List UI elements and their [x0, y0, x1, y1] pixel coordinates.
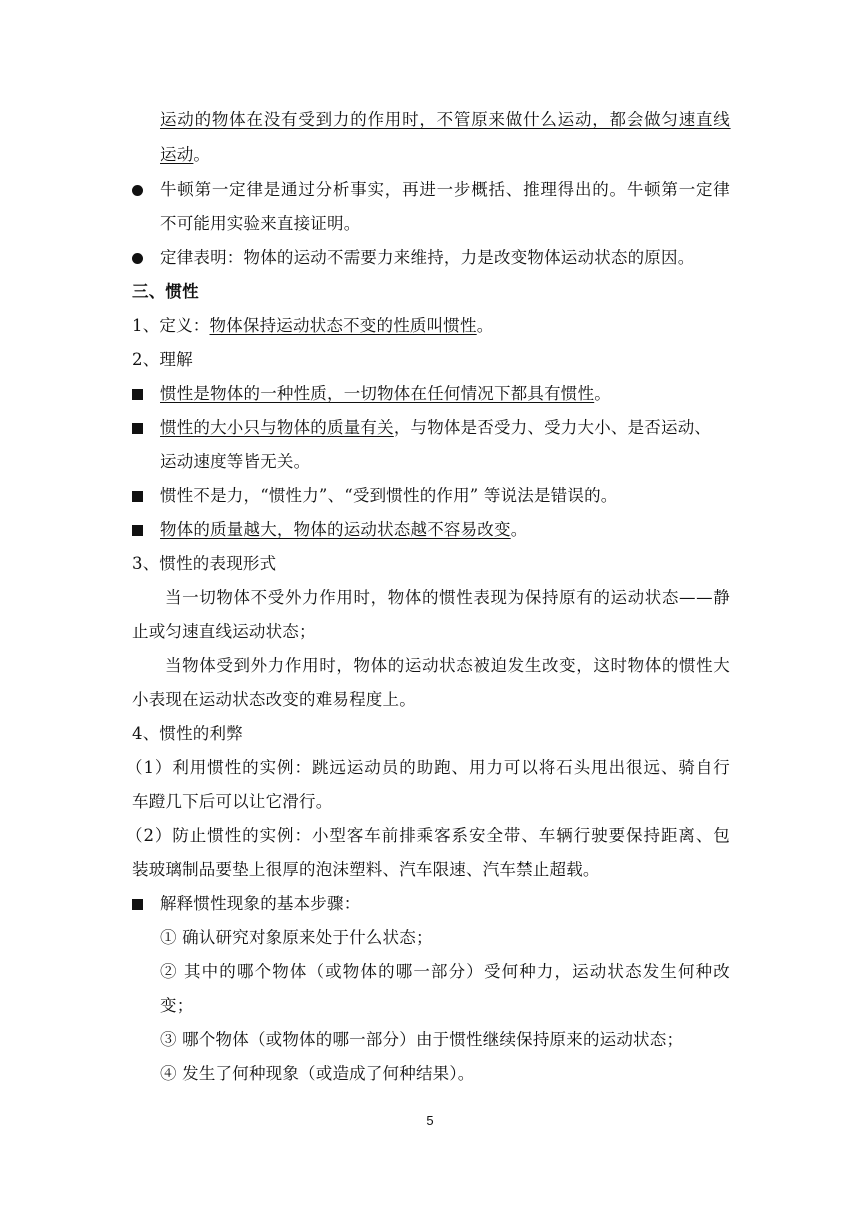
bullet-square-icon: [132, 423, 143, 434]
understanding-item-4-period: 。: [510, 520, 528, 539]
manifestation-para-2-line-2: 小表现在运动状态改变的难易程度上。: [132, 690, 416, 709]
subheading-pros-cons: 4、惯性的利弊: [132, 724, 243, 743]
understanding-item-1-underlined: 惯性是物体的一种性质，一切物体在任何情况下都具有惯性: [160, 384, 595, 403]
step-1: ① 确认研究对象原来处于什么状态；: [160, 928, 433, 947]
explanation-steps-heading: 解释惯性现象的基本步骤：: [160, 894, 361, 913]
bullet-newton-derivation-line-2: 不可能用实验来直接证明。: [160, 214, 361, 233]
use-inertia-example-line-2: 车蹬几下后可以让它滑行。: [132, 792, 333, 811]
bullet-square-icon: [132, 389, 143, 400]
definition-prefix: 1、定义：: [132, 316, 210, 335]
understanding-item-1: [160, 383, 611, 405]
understanding-item-2-underlined: 惯性的大小只与物体的质量有关: [160, 418, 394, 437]
bullet-law-meaning: 定律表明：物体的运动不需要力来维持，力是改变物体运动状态的原因。: [160, 248, 695, 267]
prevent-inertia-example-line-1: （2）防止惯性的实例：小型客车前排乘客系安全带、车辆行驶要保持距离、包: [126, 826, 731, 845]
bullet-square-icon: [132, 491, 143, 502]
prevent-inertia-example-line-2: 装玻璃制品要垫上很厚的泡沫塑料、汽车限速、汽车禁止超载。: [132, 860, 600, 879]
understanding-item-4-underlined: 物体的质量越大，物体的运动状态越不容易改变: [160, 520, 511, 539]
step-4: ④ 发生了何种现象（或造成了何种结果）。: [160, 1064, 475, 1083]
bullet-dot-icon: [132, 185, 143, 196]
inertia-definition: [132, 315, 493, 337]
manifestation-para-2-line-1: 当物体受到外力作用时，物体的运动状态被迫发生改变，这时物体的惯性大: [165, 656, 731, 675]
understanding-item-2-rest: ，与物体是否受力、受力大小、是否运动、: [393, 418, 712, 437]
understanding-item-1-period: 。: [594, 384, 611, 403]
law-continuation-underlined: 运动: [160, 145, 194, 164]
manifestation-para-1-line-1: 当一切物体不受外力作用时，物体的惯性表现为保持原有的运动状态——静: [165, 588, 731, 607]
definition-body: 物体保持运动状态不变的性质叫惯性: [209, 316, 477, 335]
step-2-line-1: ② 其中的哪个物体（或物体的哪一部分）受何种力，运动状态发生何种改: [160, 962, 731, 981]
bullet-dot-icon: [132, 253, 143, 264]
step-2-line-2: 变；: [160, 996, 194, 1015]
subheading-manifestation: 3、惯性的表现形式: [132, 554, 277, 573]
law-continuation-line-1: 运动的物体在没有受到力的作用时，不管原来做什么运动，都会做匀速直线: [160, 110, 731, 129]
page-number: 5: [426, 1113, 434, 1128]
understanding-item-2-line-1: [160, 417, 711, 439]
subheading-understanding: 2、理解: [132, 350, 193, 369]
bullet-square-icon: [132, 525, 143, 536]
understanding-item-4: [160, 519, 527, 541]
understanding-item-2-line-2: 运动速度等皆无关。: [160, 452, 311, 471]
bullet-square-icon: [132, 899, 143, 910]
section-heading-inertia: 三、惯性: [132, 282, 199, 301]
law-continuation-line-2: [160, 144, 210, 166]
bullet-newton-derivation-line-1: 牛顿第一定律是通过分析事实，再进一步概括、推理得出的。牛顿第一定律: [160, 180, 731, 199]
manifestation-para-1-line-2: 止或匀速直线运动状态；: [132, 622, 316, 641]
definition-period: 。: [476, 316, 494, 335]
step-3: ③ 哪个物体（或物体的哪一部分）由于惯性继续保持原来的运动状态；: [160, 1030, 684, 1049]
understanding-item-3: 惯性不是力，“惯性力”、“受到惯性的作用” 等说法是错误的。: [160, 486, 618, 505]
use-inertia-example-line-1: （1）利用惯性的实例：跳远运动员的助跑、用力可以将石头甩出很远、骑自行: [126, 758, 731, 777]
law-continuation-period: 。: [193, 145, 211, 164]
